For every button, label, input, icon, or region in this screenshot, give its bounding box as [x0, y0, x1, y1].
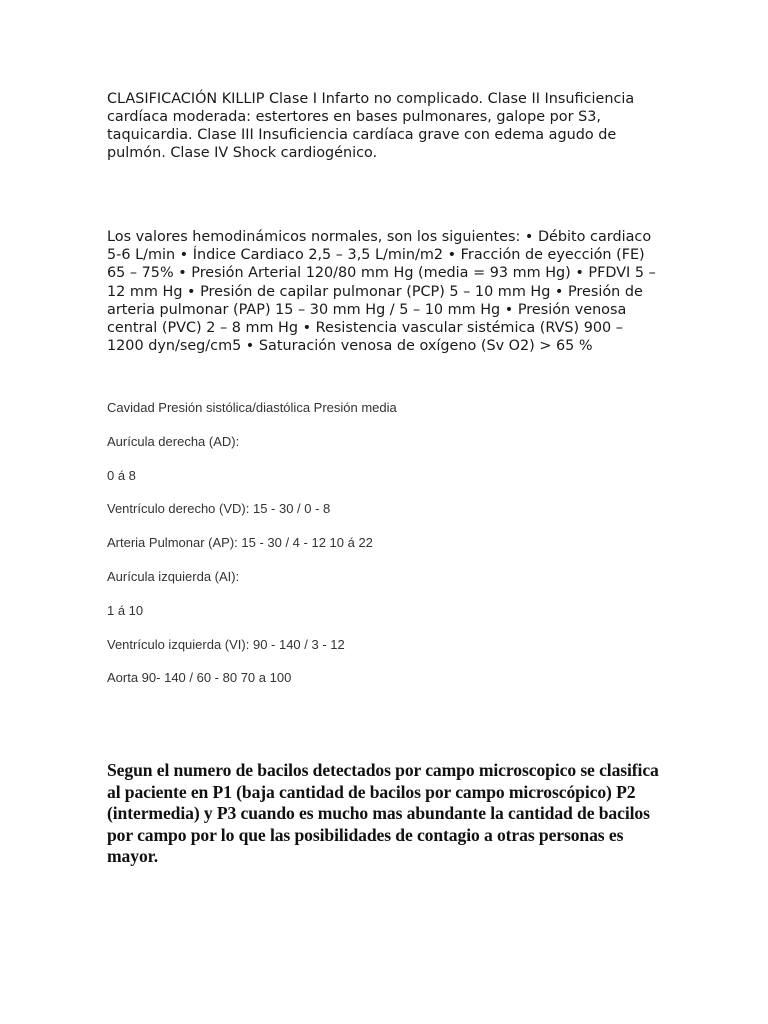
pressure-table-line: Aorta 90- 140 / 60 - 80 70 a 100: [107, 670, 292, 686]
pressure-table-line: Aurícula izquierda (AI):: [107, 568, 240, 584]
pressure-table-line: Arteria Pulmonar (AP): 15 - 30 / 4 - 12 10 á 22: [107, 535, 373, 551]
pressure-table-line: Ventrículo derecho (VD): 15 - 30 / 0 - 8: [107, 501, 331, 517]
bacilos-classification-paragraph: Segun el numero de bacilos detectados por campo microscopico se clasifica al paciente en P1 (baja cantidad de bacilos por campo microscópico) P2 (intermedia) y P3 cuando es mucho mas abundante la cantidad de bacilos por campo por lo que las posibilidades de contagio a otras personas es mayor.: [107, 760, 659, 866]
hemodynamic-values-paragraph: Los valores hemodinámicos normales, son los siguientes: • Débito cardiaco 5-6 L/min • Índice Cardiaco 2,5 – 3,5 L/min/m2 • Fracción de eyección (FE) 65 – 75% • Presión Arterial 120/80 mm Hg (media = 93 mm Hg) • PFDVI 5 – 12 mm Hg • Presión de capilar pulmonar (PCP) 5 – 10 mm Hg • Presión de arteria pulmonar (PAP) 15 – 30 mm Hg / 5 – 10 mm Hg • Presión venosa central (PVC) 2 – 8 mm Hg • Resistencia vascular sistémica (RVS) 900 – 1200 dyn/seg/cm5 • Saturación venosa de oxígeno (Sv O2) > 65 %: [107, 229, 656, 355]
killip-classification-paragraph: CLASIFICACIÓN KILLIP Clase I Infarto no complicado. Clase II Insuficiencia cardíaca moderada: estertores en bases pulmonares, galope por S3, taquicardia. Clase III Insuficiencia cardíaca grave con edema agudo de pulmón. Clase IV Shock cardiogénico.: [107, 91, 635, 161]
pressure-table-line: Aurícula derecha (AD):: [107, 433, 240, 449]
pressure-table-line: 0 á 8: [107, 467, 136, 483]
pressure-table-line: 1 á 10: [107, 602, 144, 618]
pressure-table-line: Ventrículo izquierda (VI): 90 - 140 / 3 - 12: [107, 636, 345, 652]
pressure-table: [107, 398, 663, 702]
pressure-table-header: Cavidad Presión sistólica/diastólica Presión media: [107, 400, 397, 415]
